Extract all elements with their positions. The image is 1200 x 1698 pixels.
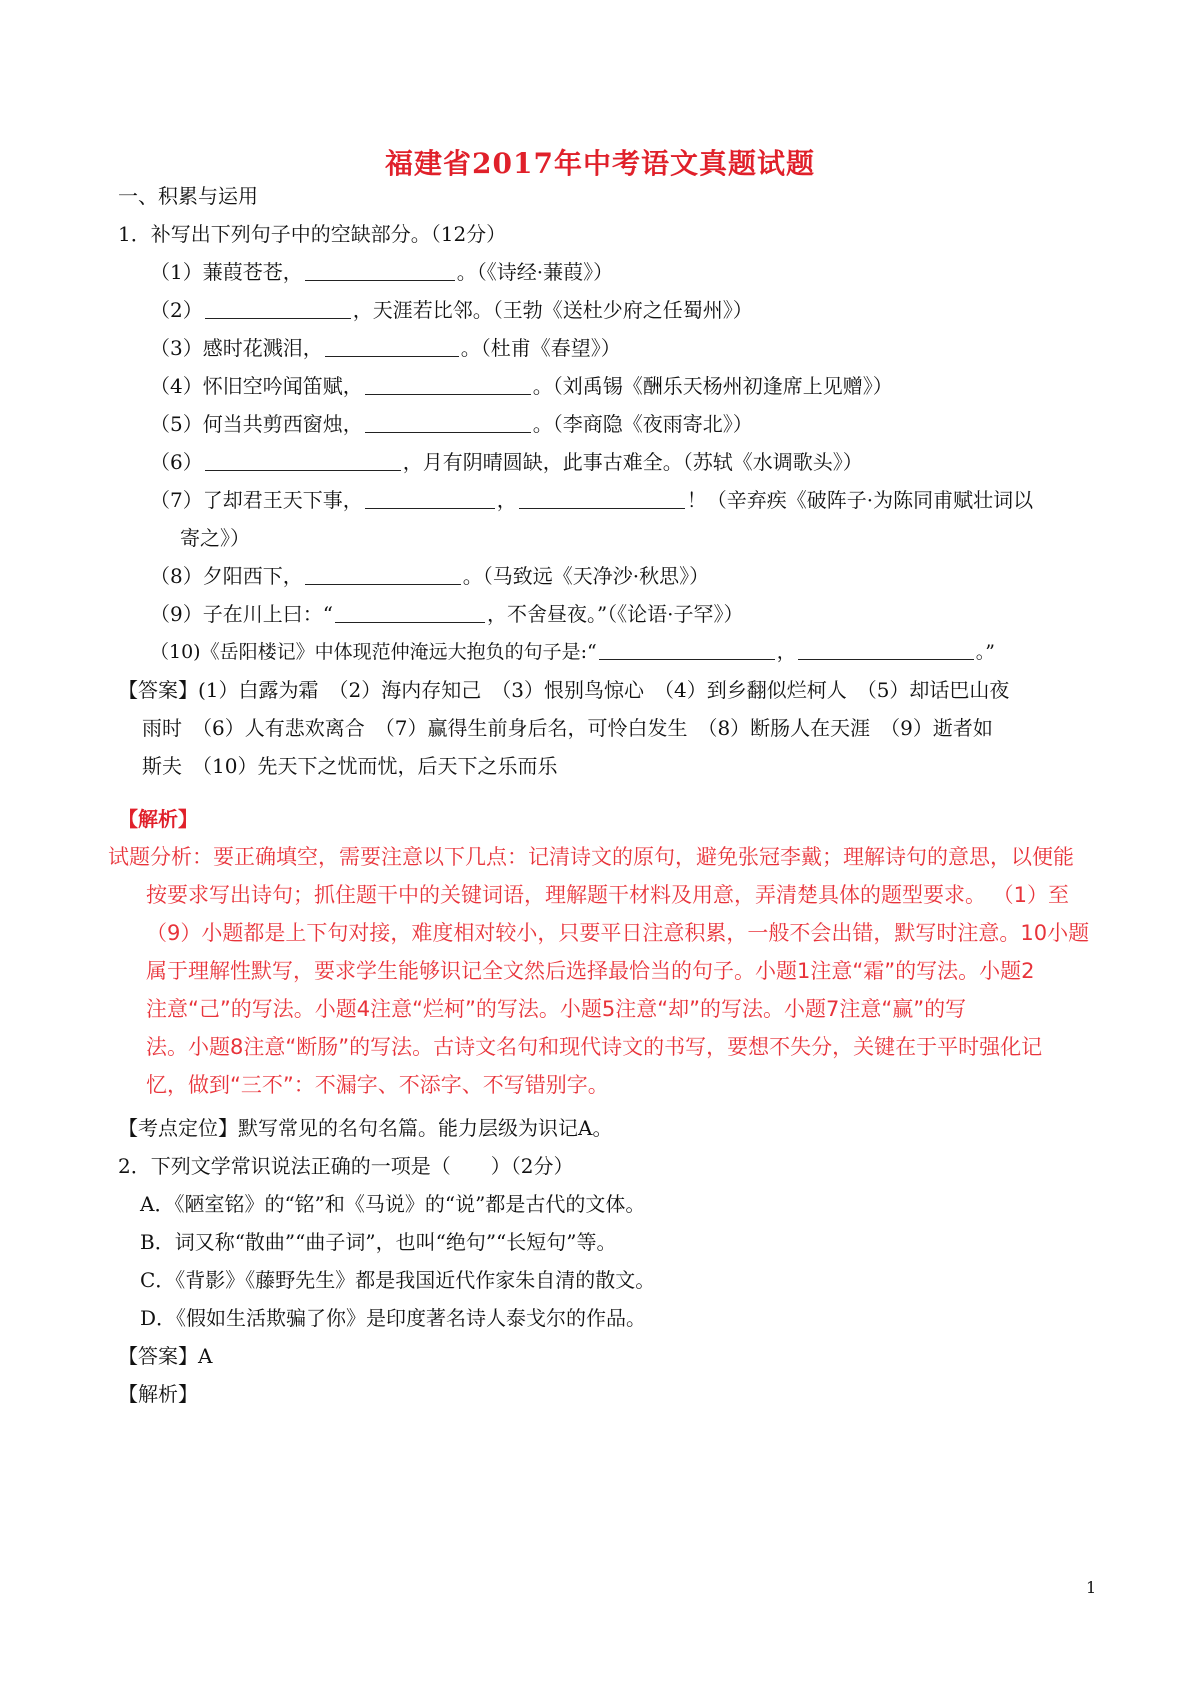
q1-item-7: （7）了却君王天下事， ， ！（辛弃疾《破阵子·为陈同甫赋壮词以 [150, 488, 1034, 512]
page-number: 1 [1086, 1578, 1097, 1597]
question-1-stem: 1．补写出下列句子中的空缺部分。（12分） [118, 222, 507, 246]
fill-blank[interactable] [365, 374, 531, 395]
fill-blank[interactable] [305, 564, 461, 585]
q2-option-d: D．《假如生活欺骗了你》是印度著名诗人泰戈尔的作品。 [140, 1306, 647, 1330]
fill-blank[interactable] [205, 450, 401, 471]
q1-answer-line-1: 【答案】(1）白露为霜 （2）海内存知己 （3）恨别鸟惊心 （4）到乡翻似烂柯人 （5）却话巴山夜 [118, 678, 1010, 702]
q2-option-c: C．《背影》《藤野先生》都是我国近代作家朱自清的散文。 [140, 1268, 656, 1292]
q1-item-10: （10)《岳阳楼记》中体现范仲淹远大抱负的句子是:“ ， 。” [150, 641, 995, 663]
q1-answer-line-2: 雨时 （6）人有悲欢离合 （7）赢得生前身后名，可怜白发生 （8）断肠人在天涯 （9）逝者如 [142, 716, 993, 740]
q1-item-8: （8）夕阳西下， 。（马致远《天净沙·秋思》） [150, 564, 710, 588]
q1-item-4: （4）怀旧空吟闻笛赋， 。（刘禹锡《酬乐天杨州初逢席上见赠》） [150, 374, 893, 398]
q1-analysis-line: 按要求写出诗句；抓住题干中的关键词语，理解题干材料及用意，弄清楚具体的题型要求。 （1）至 [146, 883, 1070, 907]
q1-item-6: （6） ，月有阴晴圆缺，此事古难全。（苏轼《水调歌头》） [150, 450, 863, 474]
section-heading: 一、积累与运用 [118, 184, 258, 208]
fill-blank[interactable] [798, 639, 974, 660]
q1-analysis-line: 法。小题8注意“断肠”的写法。古诗文名句和现代诗文的书写，要想不失分，关键在于平时强化记 [146, 1035, 1043, 1059]
fill-blank[interactable] [335, 602, 485, 623]
fill-blank[interactable] [519, 488, 685, 509]
q1-kaodian: 【考点定位】默写常见的名句名篇。能力层级为识记A。 [118, 1116, 613, 1140]
q1-item-7-continued: 寄之》） [180, 526, 250, 550]
q1-item-3: （3）感时花溅泪， 。（杜甫《春望》） [150, 336, 621, 360]
fill-blank[interactable] [305, 260, 455, 281]
question-2-stem: 2．下列文学常识说法正确的一项是（ ）（2分） [118, 1154, 574, 1178]
q1-analysis-line: 忆，做到“三不”：不漏字、不添字、不写错别字。 [146, 1073, 609, 1097]
fill-blank[interactable] [365, 488, 495, 509]
q1-analysis-line: 试题分析：要正确填空，需要注意以下几点：记清诗文的原句，避免张冠李戴；理解诗句的意思，以便能 [108, 845, 1074, 869]
q1-analysis-line: 注意“己”的写法。小题4注意“烂柯”的写法。小题5注意“却”的写法。小题7注意“赢”的写 [146, 997, 967, 1021]
fill-blank[interactable] [325, 336, 459, 357]
q1-analysis-line: 属于理解性默写，要求学生能够识记全文然后选择最恰当的句子。小题1注意“霜”的写法。小题2 [146, 959, 1035, 983]
q1-item-1: （1）蒹葭苍苍， 。（《诗经·蒹葭》） [150, 260, 614, 284]
document-title: 福建省2017年中考语文真题试题 [385, 147, 815, 180]
q1-analysis-heading: 【解析】 [118, 807, 198, 831]
q2-answer: 【答案】A [118, 1344, 213, 1368]
fill-blank[interactable] [365, 412, 531, 433]
q1-item-9: （9）子在川上曰：“ ，不舍昼夜。”（《论语·子罕》） [150, 602, 744, 626]
q2-analysis-heading: 【解析】 [118, 1382, 198, 1406]
fill-blank[interactable] [599, 639, 775, 660]
q1-analysis-line: （9）小题都是上下句对接，难度相对较小，只要平日注意积累，一般不会出错，默写时注意。10小题 [146, 921, 1090, 945]
q1-item-2: （2） ，天涯若比邻。（王勃《送杜少府之任蜀州》） [150, 298, 753, 322]
q2-option-a: A．《陋室铭》的“铭”和《马说》的“说”都是古代的文体。 [140, 1192, 646, 1216]
q2-option-b: B．词又称“散曲”“曲子词”，也叫“绝句”“长短句”等。 [140, 1230, 617, 1254]
q1-item-5: （5）何当共剪西窗烛， 。（李商隐《夜雨寄北》） [150, 412, 753, 436]
fill-blank[interactable] [205, 298, 351, 319]
q1-answer-line-3: 斯夫 （10）先天下之忧而忧，后天下之乐而乐 [142, 754, 558, 778]
